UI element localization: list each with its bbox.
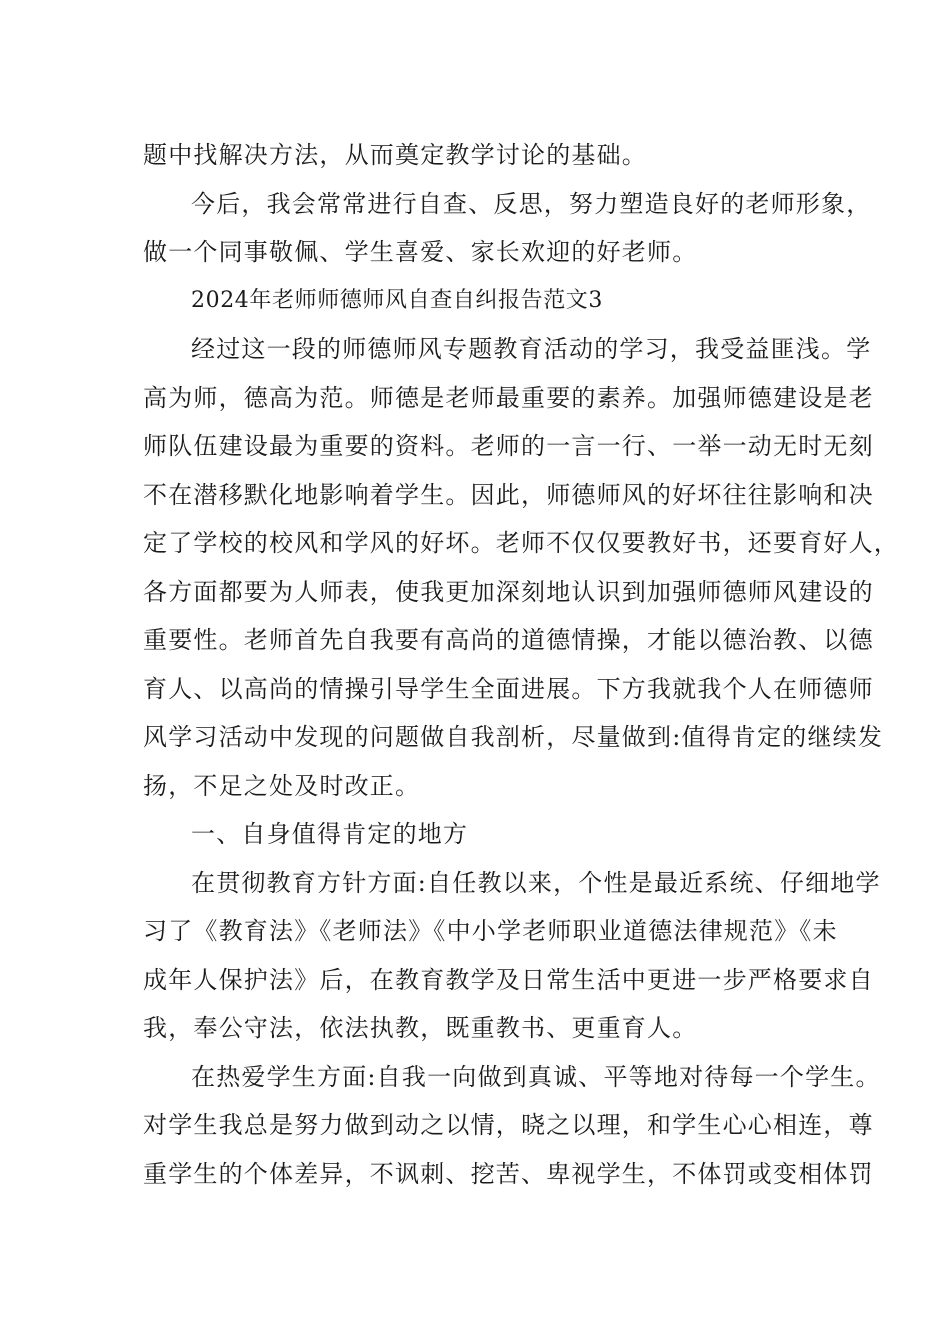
text-line: 定了学校的校风和学风的好坏。老师不仅仅要教好书，还要育好人， xyxy=(143,529,899,557)
text-line: 成年人保护法》后，在教育教学及日常生活中更进一步严格要求自 xyxy=(143,965,874,994)
text-line: 习了《教育法》《老师法》《中小学老师职业道德法律规范》《未 xyxy=(143,917,838,945)
text-line: 不在潜移默化地影响着学生。因此，师德师风的好坏往往影响和决 xyxy=(143,480,874,509)
text-line: 在热爱学生方面:自我一向做到真诚、平等地对待每一个学生。 xyxy=(191,1062,881,1091)
text-line: 我，奉公守法，依法执教，既重教书、更重育人。 xyxy=(143,1014,698,1042)
text-line: 育人、以高尚的情操引导学生全面进展。下方我就我个人在师德师 xyxy=(143,674,874,703)
text-line: 做一个同事敬佩、学生喜爱、家长欢迎的好老师。 xyxy=(143,238,698,266)
subsection-heading: 一、自身值得肯定的地方 xyxy=(191,820,469,848)
text-line: 重学生的个体差异，不讽刺、挖苦、卑视学生，不体罚或变相体罚 xyxy=(143,1159,874,1188)
document-body xyxy=(143,131,899,1198)
section-heading: 2024年老师师德师风自查自纠报告范文3 xyxy=(191,287,603,313)
text-line: 在贯彻教育方针方面:自任教以来，个性是最近系统、仔细地学 xyxy=(191,868,881,897)
text-line: 高为师，德高为范。师德是老师最重要的素养。加强师德建设是老 xyxy=(143,383,874,412)
text-line: 今后，我会常常进行自查、反思，努力塑造良好的老师形象， xyxy=(191,189,872,218)
text-line: 经过这一段的师德师风专题教育活动的学习，我受益匪浅。学 xyxy=(191,335,872,363)
text-line: 师队伍建设最为重要的资料。老师的一言一行、一举一动无时无刻 xyxy=(143,432,874,460)
text-line: 重要性。老师首先自我要有高尚的道德情操，才能以德治教、以德 xyxy=(143,626,874,654)
text-line: 风学习活动中发现的问题做自我剖析，尽量做到:值得肯定的继续发 xyxy=(143,723,884,751)
text-line: 扬，不足之处及时改正。 xyxy=(143,771,421,800)
text-line: 对学生我总是努力做到动之以情，晓之以理，和学生心心相连，尊 xyxy=(143,1111,874,1139)
text-line: 题中找解决方法，从而奠定教学讨论的基础。 xyxy=(143,141,647,169)
text-line: 各方面都要为人师表，使我更加深刻地认识到加强师德师风建设的 xyxy=(143,577,874,606)
